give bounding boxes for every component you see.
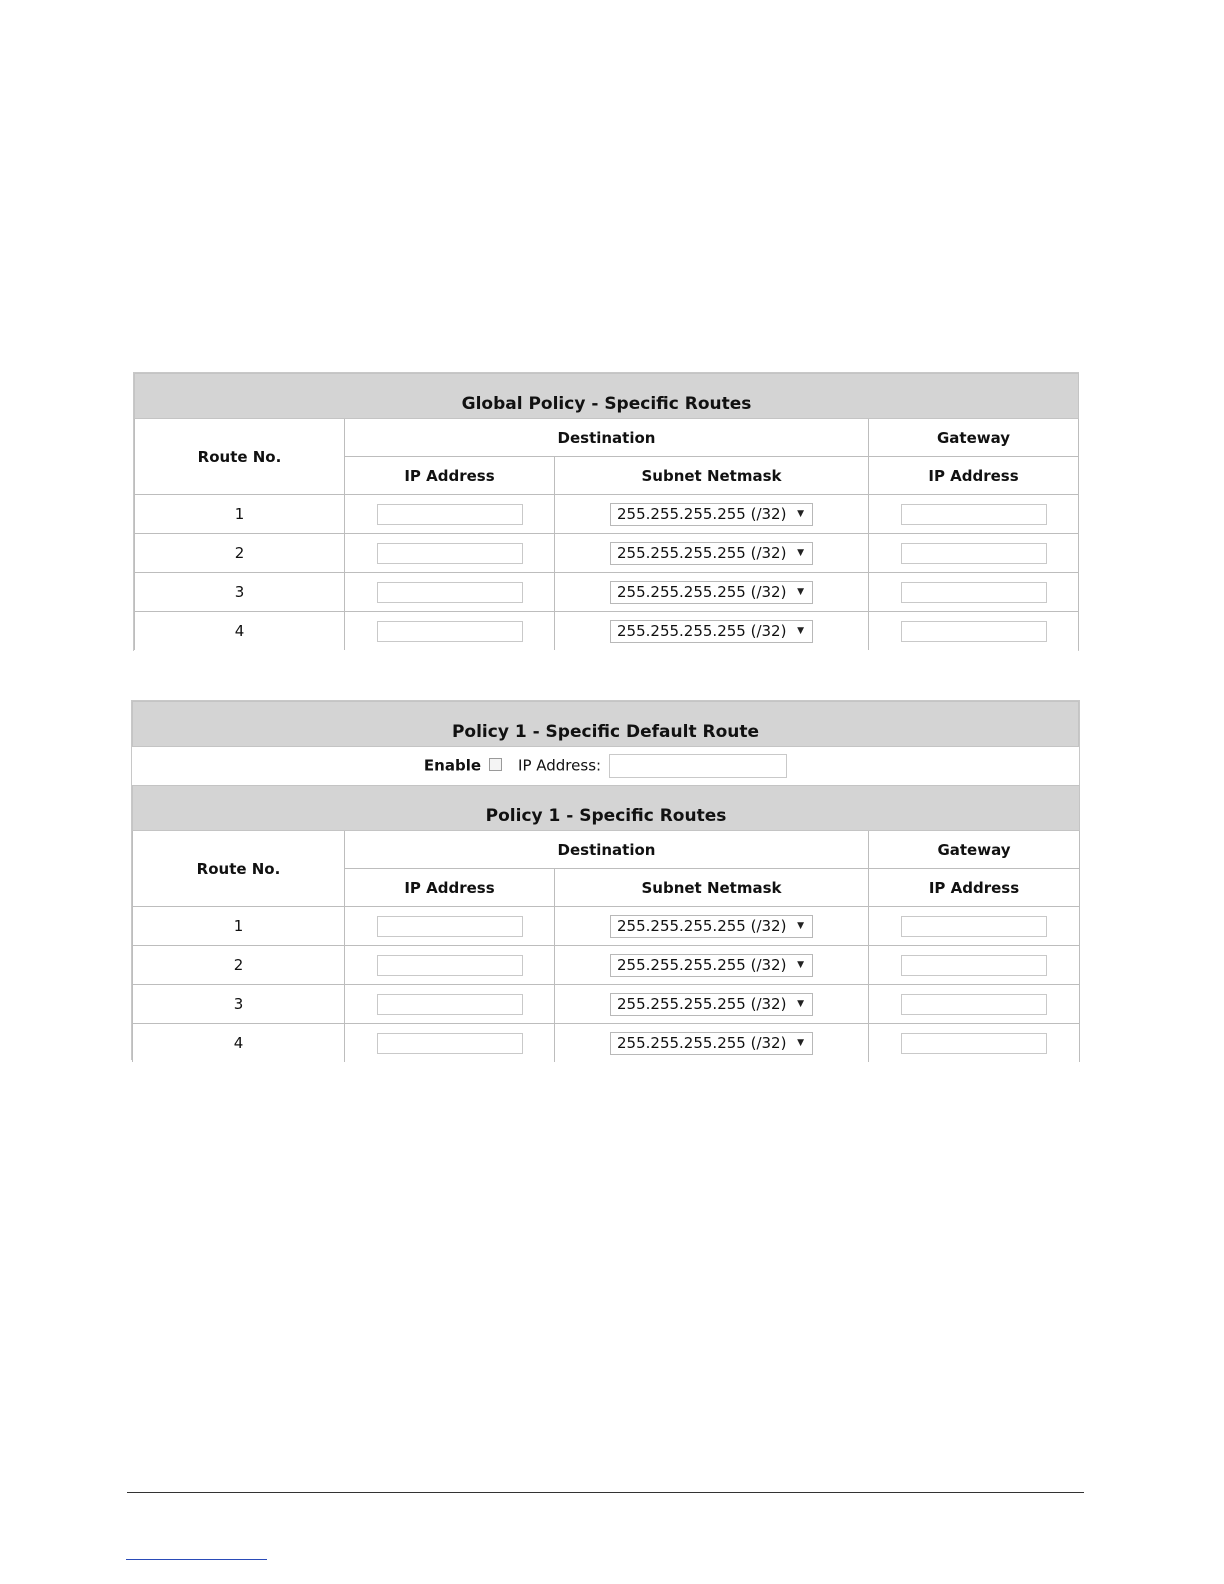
- route-no-header: Route No.: [133, 831, 345, 907]
- table-row: [133, 1024, 1080, 1063]
- dest-ip-input[interactable]: [377, 994, 523, 1015]
- footer-divider: [127, 1492, 1084, 1493]
- route-number: 2: [133, 946, 345, 985]
- policy1-routes-table: [132, 785, 1080, 1062]
- netmask-value: 255.255.255.255 (/32): [617, 956, 787, 974]
- dest-ip-input[interactable]: [377, 504, 523, 525]
- netmask-value: 255.255.255.255 (/32): [617, 917, 787, 935]
- gateway-ip-input[interactable]: [901, 916, 1047, 937]
- footnote-link-underline: [126, 1559, 267, 1560]
- netmask-value: 255.255.255.255 (/32): [617, 1034, 787, 1052]
- route-number: 3: [133, 985, 345, 1024]
- gw-ip-header: IP Address: [869, 869, 1080, 907]
- destination-header: Destination: [345, 831, 869, 869]
- dest-ip-input[interactable]: [377, 955, 523, 976]
- route-number: 4: [135, 612, 345, 651]
- netmask-select[interactable]: [610, 620, 813, 643]
- netmask-select[interactable]: [610, 915, 813, 938]
- netmask-select[interactable]: [610, 503, 813, 526]
- policy1-default-route-table: [132, 701, 1079, 785]
- chevron-down-icon: ▼: [797, 1038, 804, 1048]
- destination-header: Destination: [345, 419, 869, 457]
- gateway-ip-input[interactable]: [901, 994, 1047, 1015]
- gateway-ip-input[interactable]: [901, 504, 1047, 525]
- table-row: [135, 612, 1079, 651]
- table-row: [133, 907, 1080, 946]
- route-number: 1: [133, 907, 345, 946]
- subnet-header: Subnet Netmask: [555, 457, 869, 495]
- default-route-ip-input[interactable]: [609, 754, 787, 778]
- gateway-ip-input[interactable]: [901, 955, 1047, 976]
- table-row: [133, 946, 1080, 985]
- table-row: [133, 985, 1080, 1024]
- dest-ip-header: IP Address: [345, 457, 555, 495]
- netmask-select[interactable]: [610, 954, 813, 977]
- netmask-value: 255.255.255.255 (/32): [617, 583, 787, 601]
- ip-address-label: IP Address:: [518, 756, 602, 775]
- enable-checkbox[interactable]: [489, 758, 502, 771]
- chevron-down-icon: ▼: [797, 921, 804, 931]
- netmask-select[interactable]: [610, 1032, 813, 1055]
- gateway-ip-input[interactable]: [901, 621, 1047, 642]
- global-routes-table: [134, 373, 1079, 650]
- dest-ip-input[interactable]: [377, 1033, 523, 1054]
- route-number: 3: [135, 573, 345, 612]
- netmask-value: 255.255.255.255 (/32): [617, 505, 787, 523]
- dest-ip-input[interactable]: [377, 621, 523, 642]
- route-number: 1: [135, 495, 345, 534]
- netmask-value: 255.255.255.255 (/32): [617, 544, 787, 562]
- netmask-select[interactable]: [610, 581, 813, 604]
- route-number: 2: [135, 534, 345, 573]
- gateway-header: Gateway: [869, 831, 1080, 869]
- table-row: [135, 573, 1079, 612]
- chevron-down-icon: ▼: [797, 548, 804, 558]
- gateway-ip-input[interactable]: [901, 543, 1047, 564]
- gw-ip-header: IP Address: [869, 457, 1079, 495]
- route-no-header: Route No.: [135, 419, 345, 495]
- route-number: 4: [133, 1024, 345, 1063]
- global-routes-title: Global Policy - Specific Routes: [135, 374, 1079, 419]
- policy1-panel: [131, 700, 1080, 1060]
- dest-ip-header: IP Address: [345, 869, 555, 907]
- table-row: [135, 495, 1079, 534]
- global-routes-panel: [133, 372, 1079, 651]
- netmask-value: 255.255.255.255 (/32): [617, 995, 787, 1013]
- subnet-header: Subnet Netmask: [555, 869, 869, 907]
- chevron-down-icon: ▼: [797, 587, 804, 597]
- gateway-ip-input[interactable]: [901, 1033, 1047, 1054]
- table-row: [135, 534, 1079, 573]
- netmask-select[interactable]: [610, 993, 813, 1016]
- netmask-value: 255.255.255.255 (/32): [617, 622, 787, 640]
- netmask-select[interactable]: [610, 542, 813, 565]
- dest-ip-input[interactable]: [377, 543, 523, 564]
- default-route-controls: [133, 747, 1079, 786]
- enable-label: Enable: [423, 756, 482, 775]
- policy1-default-title: Policy 1 - Specific Default Route: [133, 702, 1079, 747]
- policy1-routes-title: Policy 1 - Specific Routes: [133, 786, 1080, 831]
- chevron-down-icon: ▼: [797, 960, 804, 970]
- chevron-down-icon: ▼: [797, 509, 804, 519]
- chevron-down-icon: ▼: [797, 999, 804, 1009]
- chevron-down-icon: ▼: [797, 626, 804, 636]
- gateway-ip-input[interactable]: [901, 582, 1047, 603]
- dest-ip-input[interactable]: [377, 582, 523, 603]
- gateway-header: Gateway: [869, 419, 1079, 457]
- dest-ip-input[interactable]: [377, 916, 523, 937]
